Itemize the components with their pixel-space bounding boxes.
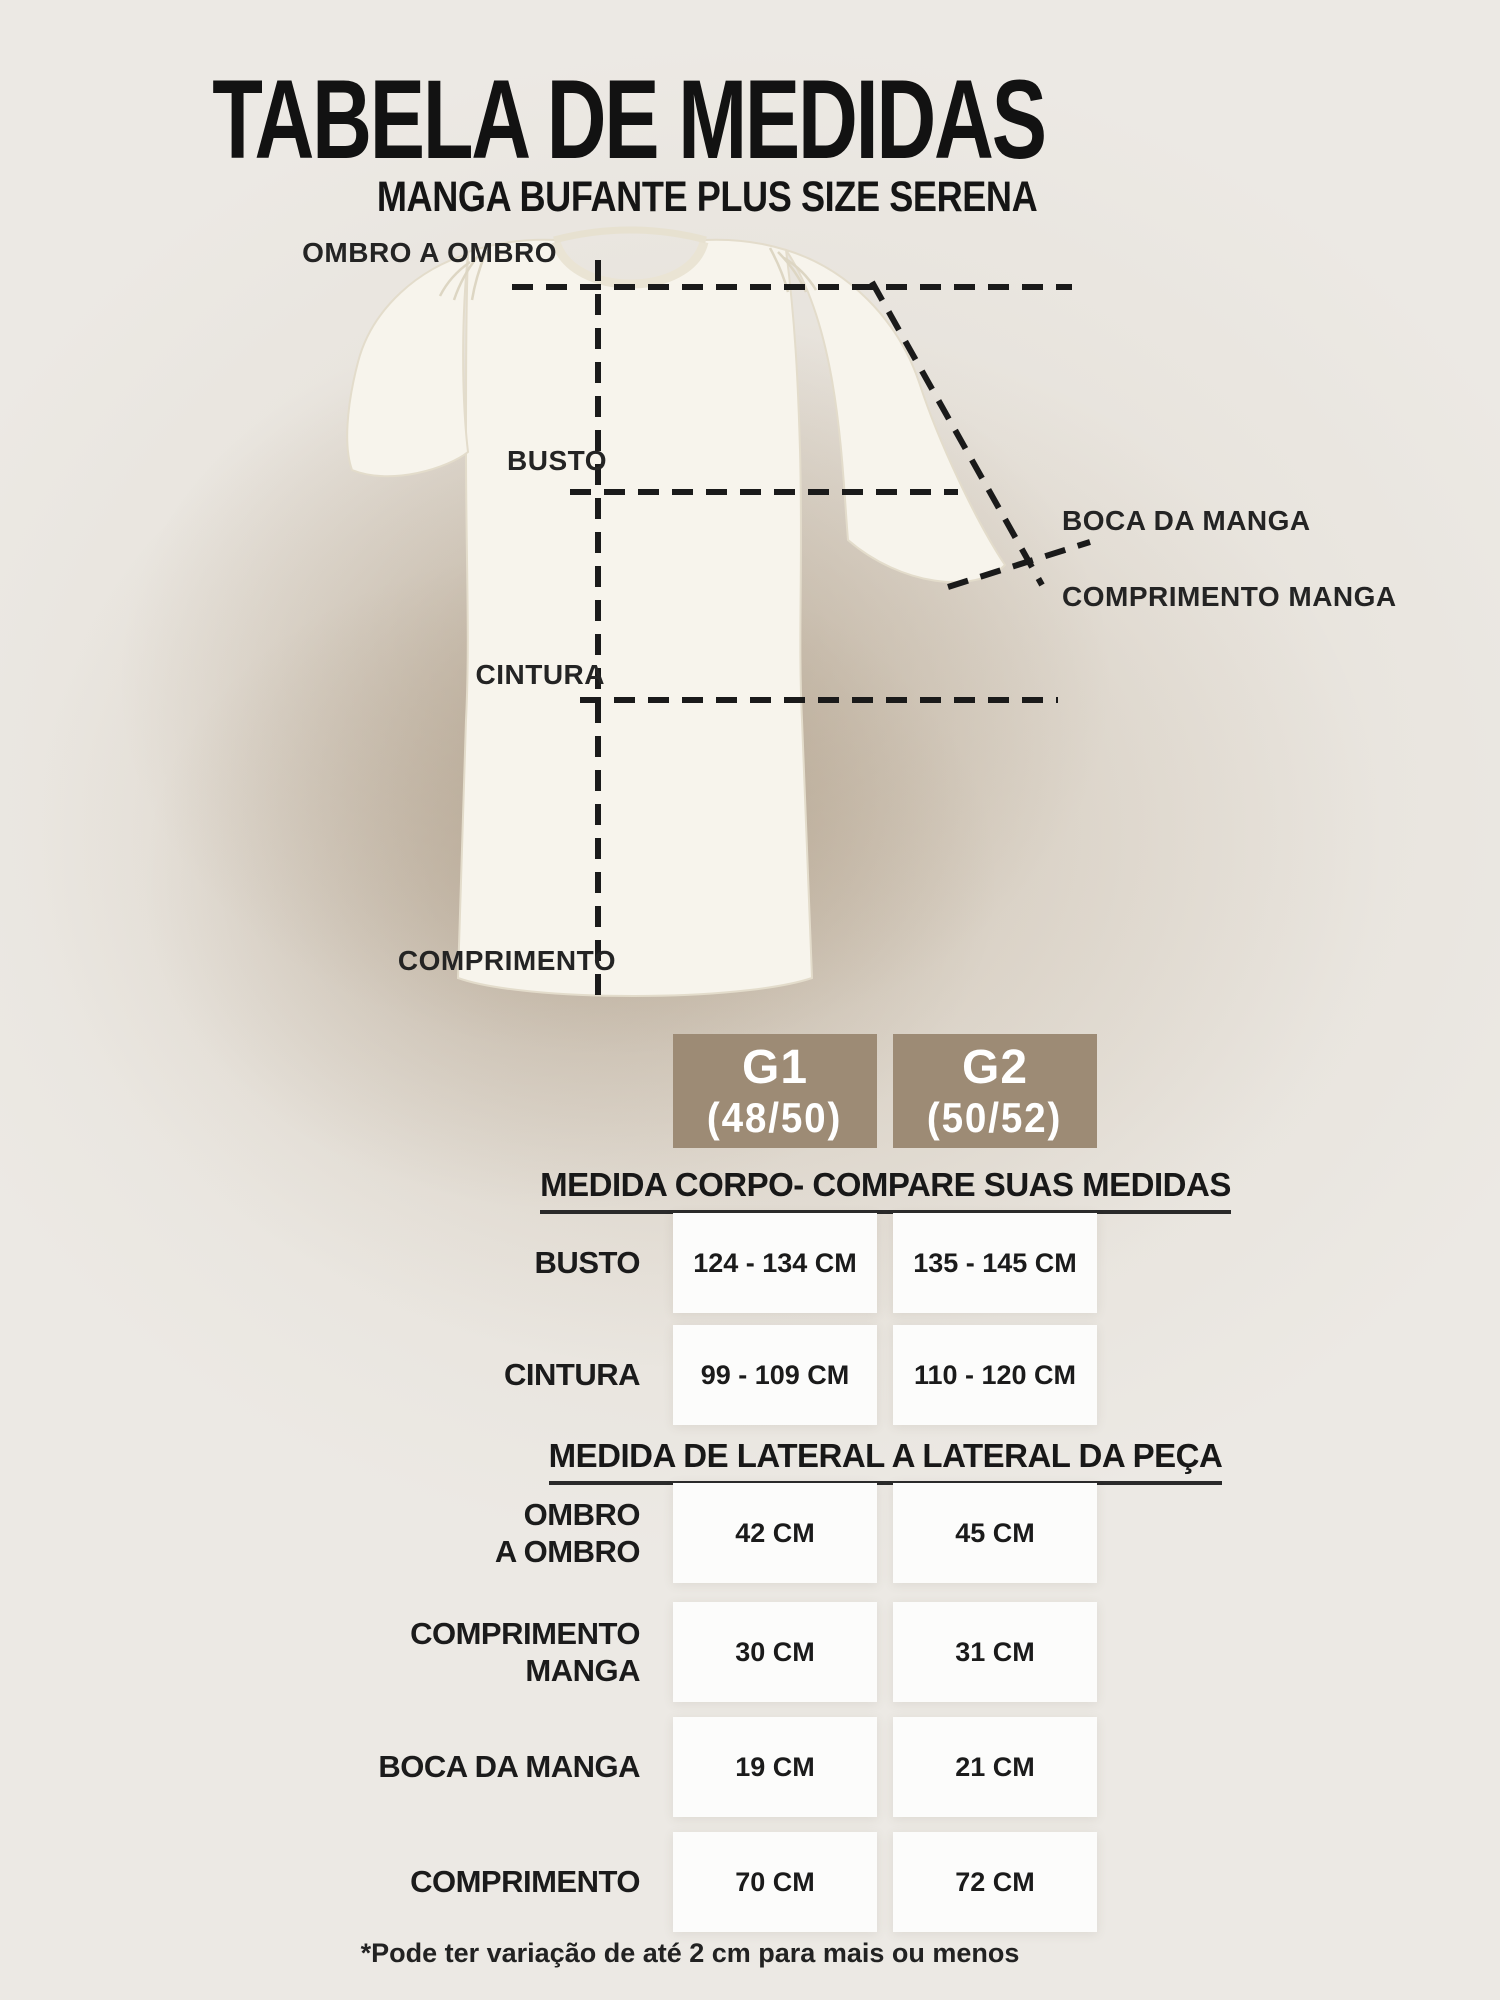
shirt-left-sleeve xyxy=(347,254,468,476)
label-busto: BUSTO xyxy=(507,445,607,476)
size-header-g2-range: (50/52) xyxy=(927,1094,1063,1142)
cell-cintura-g2: 110 - 120 CM xyxy=(893,1325,1097,1425)
cell-busto-g1: 124 - 134 CM xyxy=(673,1213,877,1313)
row-label-comprimento-manga xyxy=(410,1602,640,1702)
cell-comprimento-g1: 70 CM xyxy=(673,1832,877,1932)
label-comprimento-manga: COMPRIMENTO MANGA xyxy=(1062,581,1397,612)
cell-comprimento-manga-g2: 31 CM xyxy=(893,1602,1097,1702)
row-label-line: OMBRO xyxy=(523,1496,640,1532)
row-label-busto xyxy=(535,1213,640,1313)
cell-busto-g2: 135 - 145 CM xyxy=(893,1213,1097,1313)
row-label-line: BUSTO xyxy=(534,1245,640,1281)
cell-ombro-g2: 45 CM xyxy=(893,1483,1097,1583)
page-subtitle: MANGA BUFANTE PLUS SIZE SERENA xyxy=(376,173,1038,221)
row-label-ombro-a-ombro xyxy=(495,1483,640,1583)
label-comprimento: COMPRIMENTO xyxy=(397,945,616,976)
cell-boca-da-manga-g2: 21 CM xyxy=(893,1717,1097,1817)
row-label-line: MANGA xyxy=(525,1653,640,1688)
footnote: *Pode ter variação de até 2 cm para mais ou menos xyxy=(360,1938,1020,1968)
cell-ombro-g1: 42 CM xyxy=(673,1483,877,1583)
shirt-body xyxy=(458,240,812,996)
size-header-g1-range: (48/50) xyxy=(707,1094,843,1142)
shirt-collar xyxy=(554,230,706,240)
size-header-g2 xyxy=(893,1034,1097,1148)
section-heading-body: MEDIDA CORPO- COMPARE SUAS MEDIDAS xyxy=(540,1166,1231,1214)
label-ombro-a-ombro: OMBRO A OMBRO xyxy=(302,237,557,268)
title-block xyxy=(0,57,1256,182)
row-label-line: COMPRIMENTO xyxy=(410,1615,640,1651)
section-heading-garment: MEDIDA DE LATERAL A LATERAL DA PEÇA xyxy=(549,1437,1223,1485)
cell-comprimento-manga-g1: 30 CM xyxy=(673,1602,877,1702)
cell-boca-da-manga-g1: 19 CM xyxy=(673,1717,877,1817)
row-label-comprimento xyxy=(410,1832,640,1932)
cell-cintura-g1: 99 - 109 CM xyxy=(673,1325,877,1425)
section-heading-body-wrap xyxy=(531,1166,1240,1214)
label-cintura: CINTURA xyxy=(475,659,605,690)
row-label-line: BOCA DA MANGA xyxy=(378,1749,640,1785)
size-header-g2-label: G2 xyxy=(961,1040,1029,1094)
row-label-cintura xyxy=(504,1325,640,1425)
row-label-line: CINTURA xyxy=(504,1357,640,1393)
row-label-line: COMPRIMENTO xyxy=(410,1864,640,1900)
row-label-boca-da-manga xyxy=(378,1717,640,1817)
subtitle-block xyxy=(0,173,1414,221)
cell-comprimento-g2: 72 CM xyxy=(893,1832,1097,1932)
page-title: TABELA DE MEDIDAS xyxy=(211,57,1045,182)
label-boca-da-manga: BOCA DA MANGA xyxy=(1062,505,1311,536)
row-label-line: A OMBRO xyxy=(494,1534,640,1569)
size-header-g1 xyxy=(673,1034,877,1148)
size-header-g1-label: G1 xyxy=(741,1040,809,1094)
section-heading-garment-wrap xyxy=(531,1437,1240,1485)
shirt-right-sleeve xyxy=(786,250,1005,582)
footnote-wrap xyxy=(180,1938,1200,1969)
